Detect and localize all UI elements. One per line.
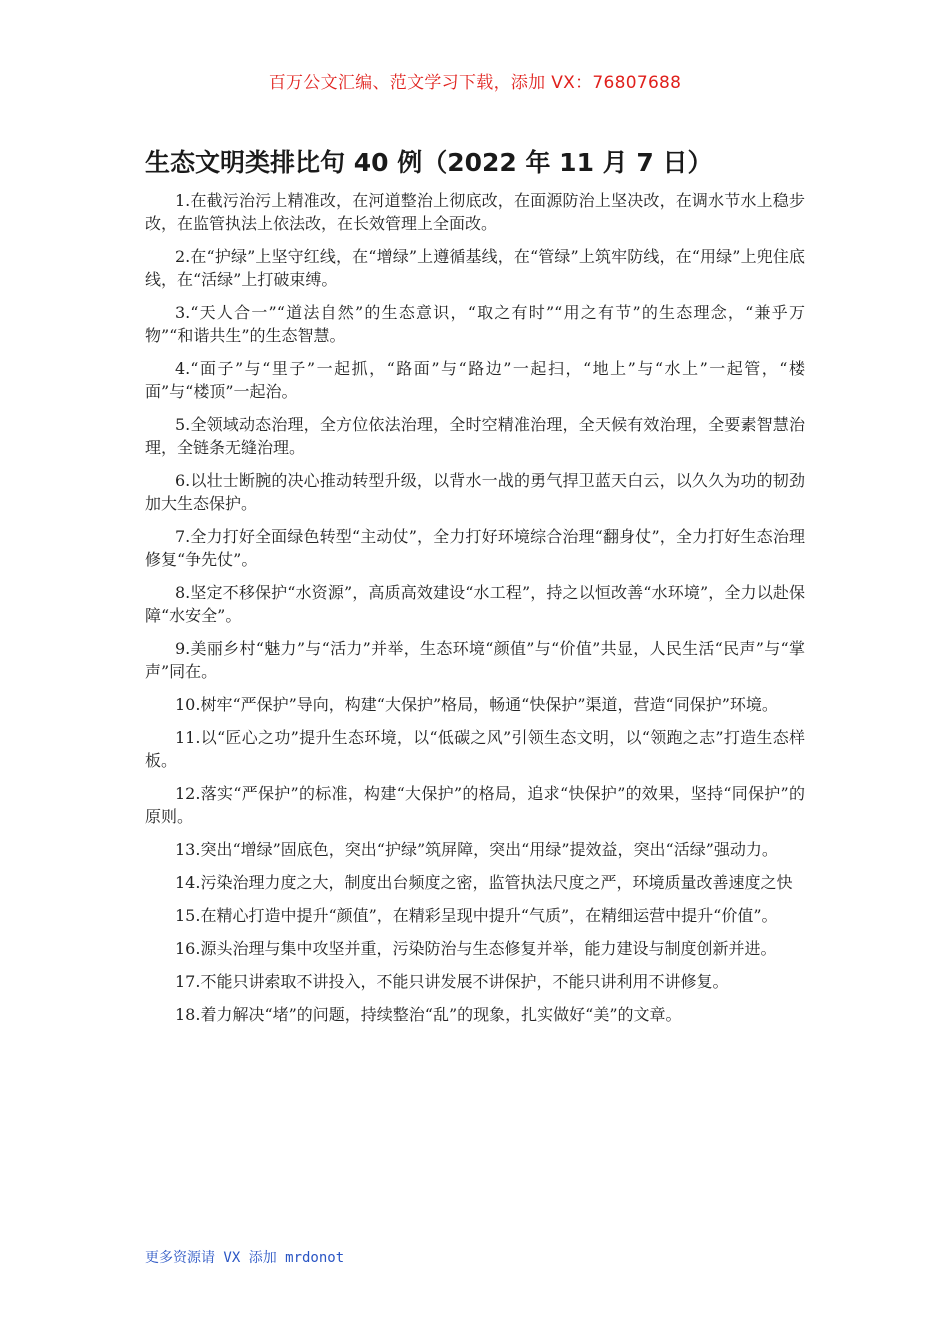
- footer-note: 更多资源请 VX 添加 mrdonot: [145, 1250, 345, 1266]
- list-item: 14.污染治理力度之大，制度出台频度之密，监管执法尺度之严，环境质量改善速度之快: [175, 873, 793, 892]
- list-item: 5.全领域动态治理，全方位依法治理，全时空精准治理，全天候有效治理，全要素智慧治理，全链条无缝治理。: [145, 415, 805, 457]
- list-item: 6.以壮士断腕的决心推动转型升级，以背水一战的勇气捍卫蓝天白云，以久久为功的韧劲加大生态保护。: [145, 471, 805, 513]
- list-item: 18.着力解决“堵”的问题，持续整治“乱”的现象，扎实做好“美”的文章。: [175, 1005, 682, 1024]
- list-item: 9.美丽乡村“魅力”与“活力”并举，生态环境“颜值”与“价值”共显，人民生活“民声”与“掌声”同在。: [145, 639, 805, 681]
- list-item: 11.以“匠心之功”提升生态环境，以“低碳之风”引领生态文明，以“领跑之志”打造生态样板。: [145, 728, 805, 770]
- promo-banner: 百万公文汇编、范文学习下载，添加 VX：76807688: [268, 73, 682, 93]
- list-item: 2.在“护绿”上坚守红线，在“增绿”上遵循基线，在“管绿”上筑牢防线，在“用绿”上兜住底线，在“活绿”上打破束缚。: [145, 247, 805, 289]
- sentence-list: [145, 189, 805, 1036]
- list-item: 17.不能只讲索取不讲投入，不能只讲发展不讲保护，不能只讲利用不讲修复。: [175, 972, 729, 991]
- list-item: 16.源头治理与集中攻坚并重，污染防治与生态修复并举，能力建设与制度创新并进。: [175, 939, 777, 958]
- list-item: 10.树牢“严保护”导向，构建“大保护”格局，畅通“快保护”渠道，营造“同保护”环境。: [175, 695, 778, 714]
- list-item: 13.突出“增绿”固底色，突出“护绿”筑屏障，突出“用绿”提效益，突出“活绿”强动力。: [175, 840, 778, 859]
- list-item: 15.在精心打造中提升“颜值”，在精彩呈现中提升“气质”，在精细运营中提升“价值”。: [175, 906, 778, 925]
- list-item: 1.在截污治污上精准改，在河道整治上彻底改，在面源防治上坚决改，在调水节水上稳步改，在监管执法上依法改，在长效管理上全面改。: [145, 191, 805, 233]
- list-item: 12.落实“严保护”的标准，构建“大保护”的格局，追求“快保护”的效果，坚持“同保护”的原则。: [145, 784, 805, 826]
- page-title: 生态文明类排比句 40 例（2022 年 11 月 7 日）: [145, 148, 713, 177]
- list-item: 8.坚定不移保护“水资源”，高质高效建设“水工程”，持之以恒改善“水环境”，全力以赴保障“水安全”。: [145, 583, 805, 625]
- list-item: 7.全力打好全面绿色转型“主动仗”，全力打好环境综合治理“翻身仗”，全力打好生态治理修复“争先仗”。: [145, 527, 805, 569]
- list-item: 3.“天人合一”“道法自然”的生态意识，“取之有时”“用之有节”的生态理念，“兼乎万物”“和谐共生”的生态智慧。: [145, 303, 805, 345]
- list-item: 4.“面子”与“里子”一起抓，“路面”与“路边”一起扫，“地上”与“水上”一起管，“楼面”与“楼顶”一起治。: [145, 359, 805, 401]
